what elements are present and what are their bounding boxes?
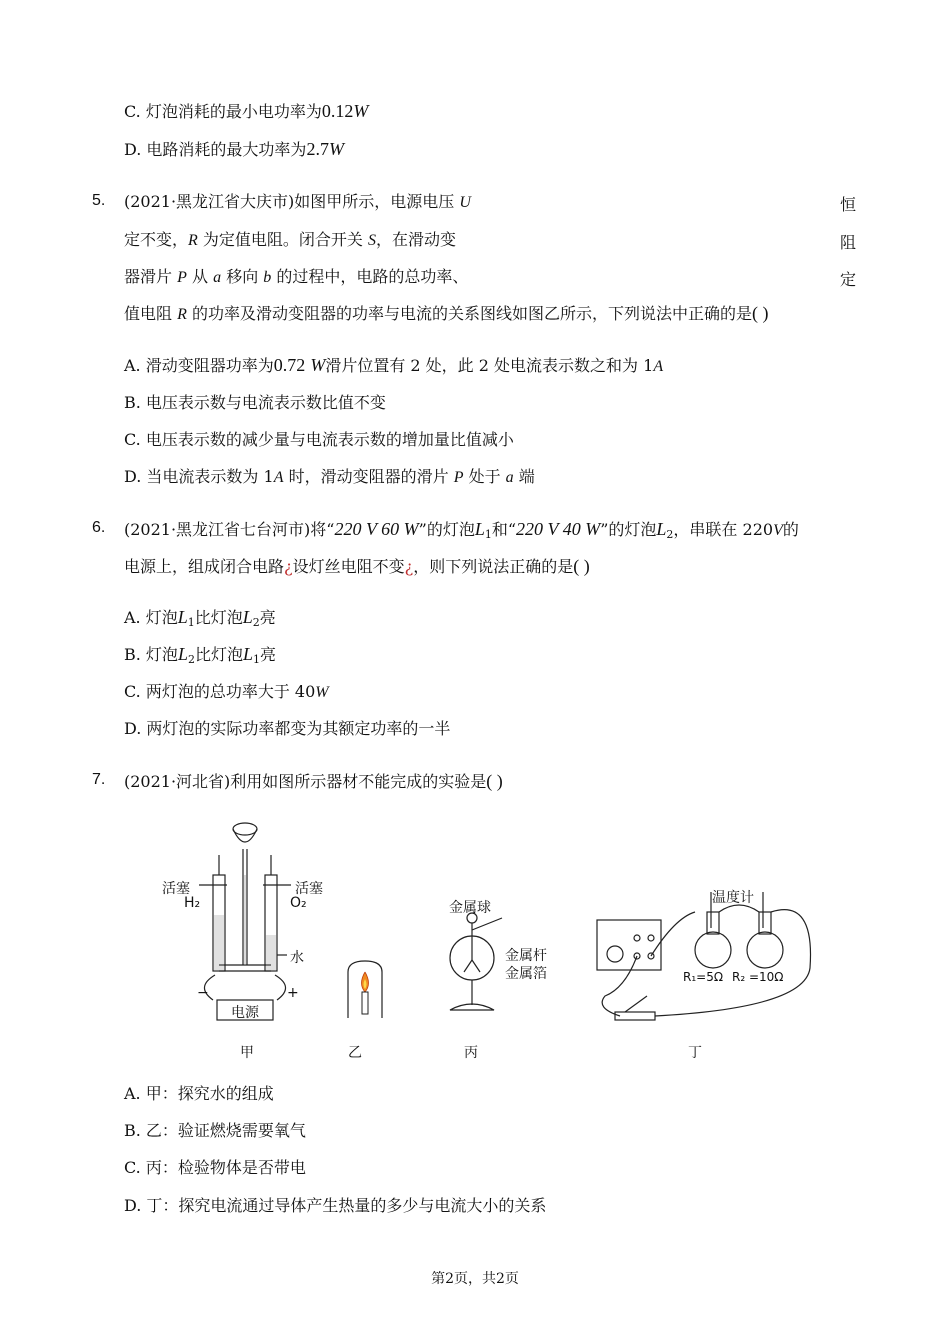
caption-bing: 丙 [464,1045,478,1061]
label-power: 电源 [231,1005,259,1021]
q6-option-a: A. 灯泡$L_1$比灯泡$L_2$亮 [124,607,276,629]
label-r2: R₂ =10Ω [732,970,784,984]
q5-stem-line2-end: 阻 [840,233,857,252]
figure-jia-electrolysis [155,815,335,1030]
label-stopcock-right: 活塞 [295,881,323,897]
q6-option-b: B. 灯泡$L_2$比灯泡$L_1$亮 [124,644,276,666]
q7-number: 7. [92,771,106,788]
q5-option-b: B. 电压表示数与电流表示数比值不变 [124,393,386,412]
q5-option-c: C. 电压表示数的减少量与电流表示数的增加量比值减小 [124,430,514,449]
q7-option-b: B. 乙：验证燃烧需要氧气 [124,1121,306,1140]
q5-stem-line1-end: 恒 [840,195,857,214]
q6-option-d: D. 两灯泡的实际功率都变为其额定功率的一半 [124,719,451,738]
label-thermometer: 温度计 [712,890,754,906]
q5-option-d: D. 当电流表示数为 1A 时，滑动变阻器的滑片 P 处于 a 端 [124,467,535,486]
label-minus: − [197,985,209,1001]
label-water: 水 [290,950,304,966]
label-metal-rod: 金属杆 [505,948,547,964]
page-footer: 第2页，共2页 [431,1271,519,1287]
q7-option-c: C. 丙：检验物体是否带电 [124,1158,306,1177]
q5-stem-line2: 定不变，R 为定值电阻。闭合开关 S，在滑动变 [124,230,457,249]
q5-stem-line1: (2021·黑龙江省大庆市)如图甲所示，电源电压 U [124,192,471,211]
q5-number: 5. [92,192,106,209]
label-h2: H₂ [184,895,201,911]
q6-stem-line1: (2021·黑龙江省七台河市)将“220 V 60 W”的灯泡$L_1$和“220 V 40 W”的灯泡$L_2$，串联在 220V的 [124,519,799,541]
label-o2: O₂ [290,895,307,911]
label-metal-foil: 金属箔 [505,966,547,982]
q5-stem-line3: 器滑片 P 从 a 移向 b 的过程中，电路的总功率、 [124,267,469,286]
q6-option-c: C. 两灯泡的总功率大于 40W [124,682,329,701]
caption-ding: 丁 [688,1045,702,1061]
label-metal-ball: 金属球 [449,900,491,916]
q7-stem: (2021·河北省)利用如图所示器材不能完成的实验是( ) [124,771,503,791]
label-stopcock-left: 活塞 [162,881,190,897]
figure-yi-candle-jar [345,958,385,1020]
q7-option-a: A. 甲：探究水的组成 [124,1084,274,1103]
caption-jia: 甲 [240,1045,254,1061]
q4-option-c: C. 灯泡消耗的最小电功率为0.12W [124,101,369,121]
figure-ding-heating-circuit [595,888,855,1028]
q4-option-d: D. 电路消耗的最大功率为2.7W [124,139,344,159]
q5-option-a: A. 滑动变阻器功率为0.72 W滑片位置有 2 处，此 2 处电流表示数之和为 1A [124,355,664,375]
label-r1: R₁=5Ω [683,970,724,984]
q5-stem-line3-end: 定 [840,270,857,289]
q6-stem-line2: 电源上，组成闭合电路¿设灯丝电阻不变¿，则下列说法正确的是( ) [124,556,590,576]
label-plus: + [287,985,299,1001]
q7-option-d: D. 丁：探究电流通过导体产生热量的多少与电流大小的关系 [124,1196,547,1215]
caption-yi: 乙 [348,1045,362,1061]
q5-stem-line4: 值电阻 R 的功率及滑动变阻器的功率与电流的关系图线如图乙所示，下列说法中正确的是( ) [124,303,769,323]
q6-number: 6. [92,519,106,536]
